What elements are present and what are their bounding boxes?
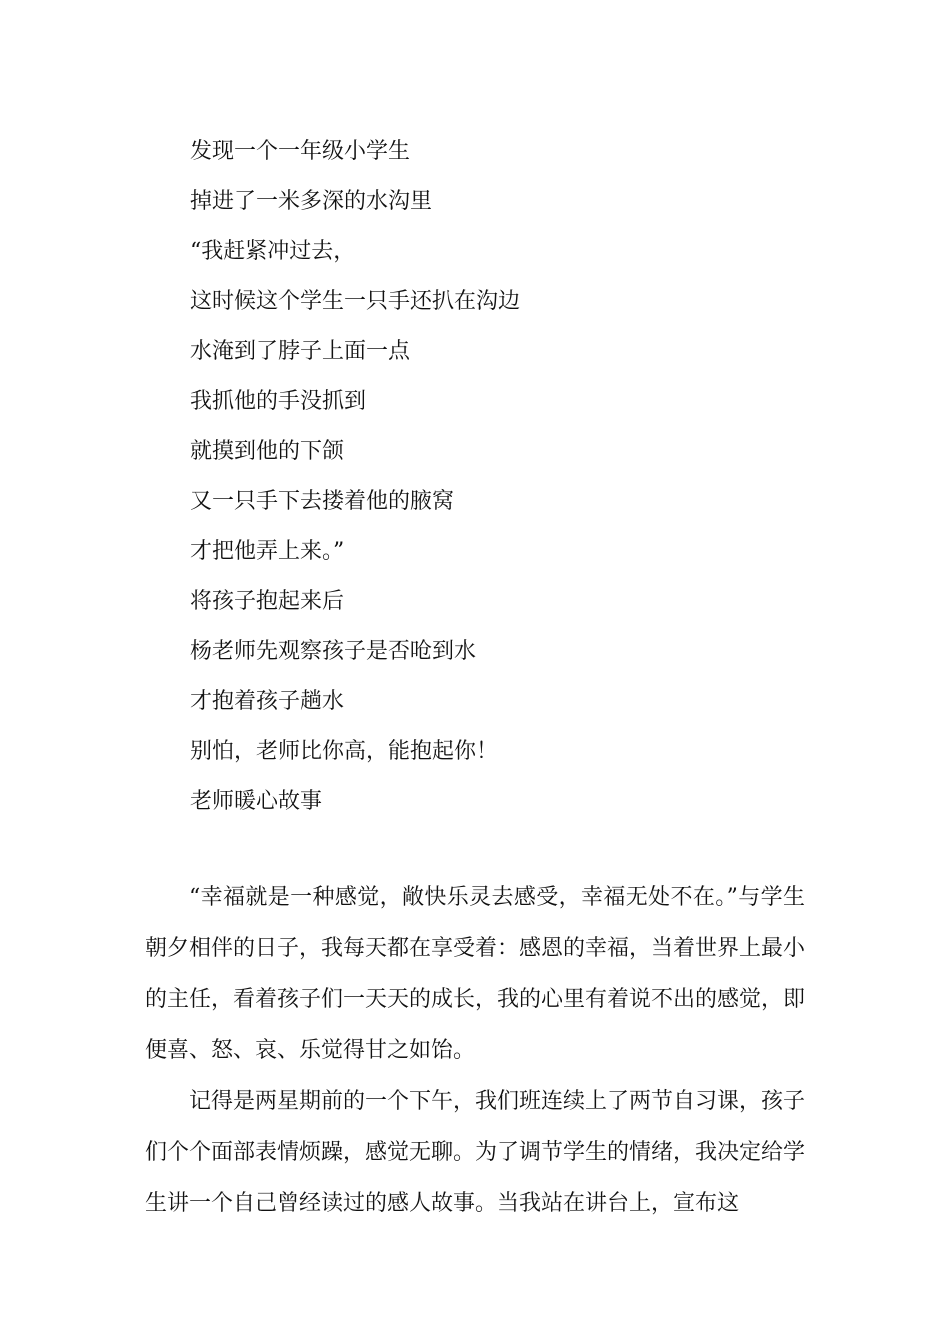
text-line: 这时候这个学生一只手还扒在沟边 xyxy=(190,289,521,314)
text-line: 掉进了一米多深的水沟里 xyxy=(190,189,433,214)
text-line: 将孩子抱起来后 xyxy=(190,589,345,614)
body-paragraph: 记得是两星期前的一个下午，我们班连续上了两节自习课，孩子们个个面部表情烦躁，感觉无聊。为了调节学生的情绪，我决定给学生讲一个自己曾经读过的感人故事。当我站在讲台上，宣布这 xyxy=(145,1089,806,1216)
text-line: 就摸到他的下颌 xyxy=(190,439,345,464)
section-title: 老师暖心故事 xyxy=(190,789,323,814)
text-line: 我抓他的手没抓到 xyxy=(190,389,367,414)
text-line: 别怕，老师比你高，能抱起你！ xyxy=(190,739,499,764)
text-line: 水淹到了脖子上面一点 xyxy=(190,339,411,364)
verse-lines xyxy=(190,133,830,833)
text-line: 才抱着孩子趟水 xyxy=(190,689,345,714)
body-paragraph: “幸福就是一种感觉，敞快乐灵去感受，幸福无处不在。”与学生朝夕相伴的日子，我每天都在享受着：感恩的幸福，当着世界上最小的主任，看着孩子们一天天的成长，我的心里有着说不出的感觉，即便喜、怒、哀、乐觉得甘之如饴。 xyxy=(145,885,806,1063)
text-line: “我赶紧冲过去， xyxy=(190,239,356,264)
text-line: 发现一个一年级小学生 xyxy=(190,139,411,164)
text-line: 又一只手下去搂着他的腋窝 xyxy=(190,489,455,514)
text-line: 才把他弄上来。” xyxy=(190,539,345,564)
text-line: 杨老师先观察孩子是否呛到水 xyxy=(190,639,477,664)
